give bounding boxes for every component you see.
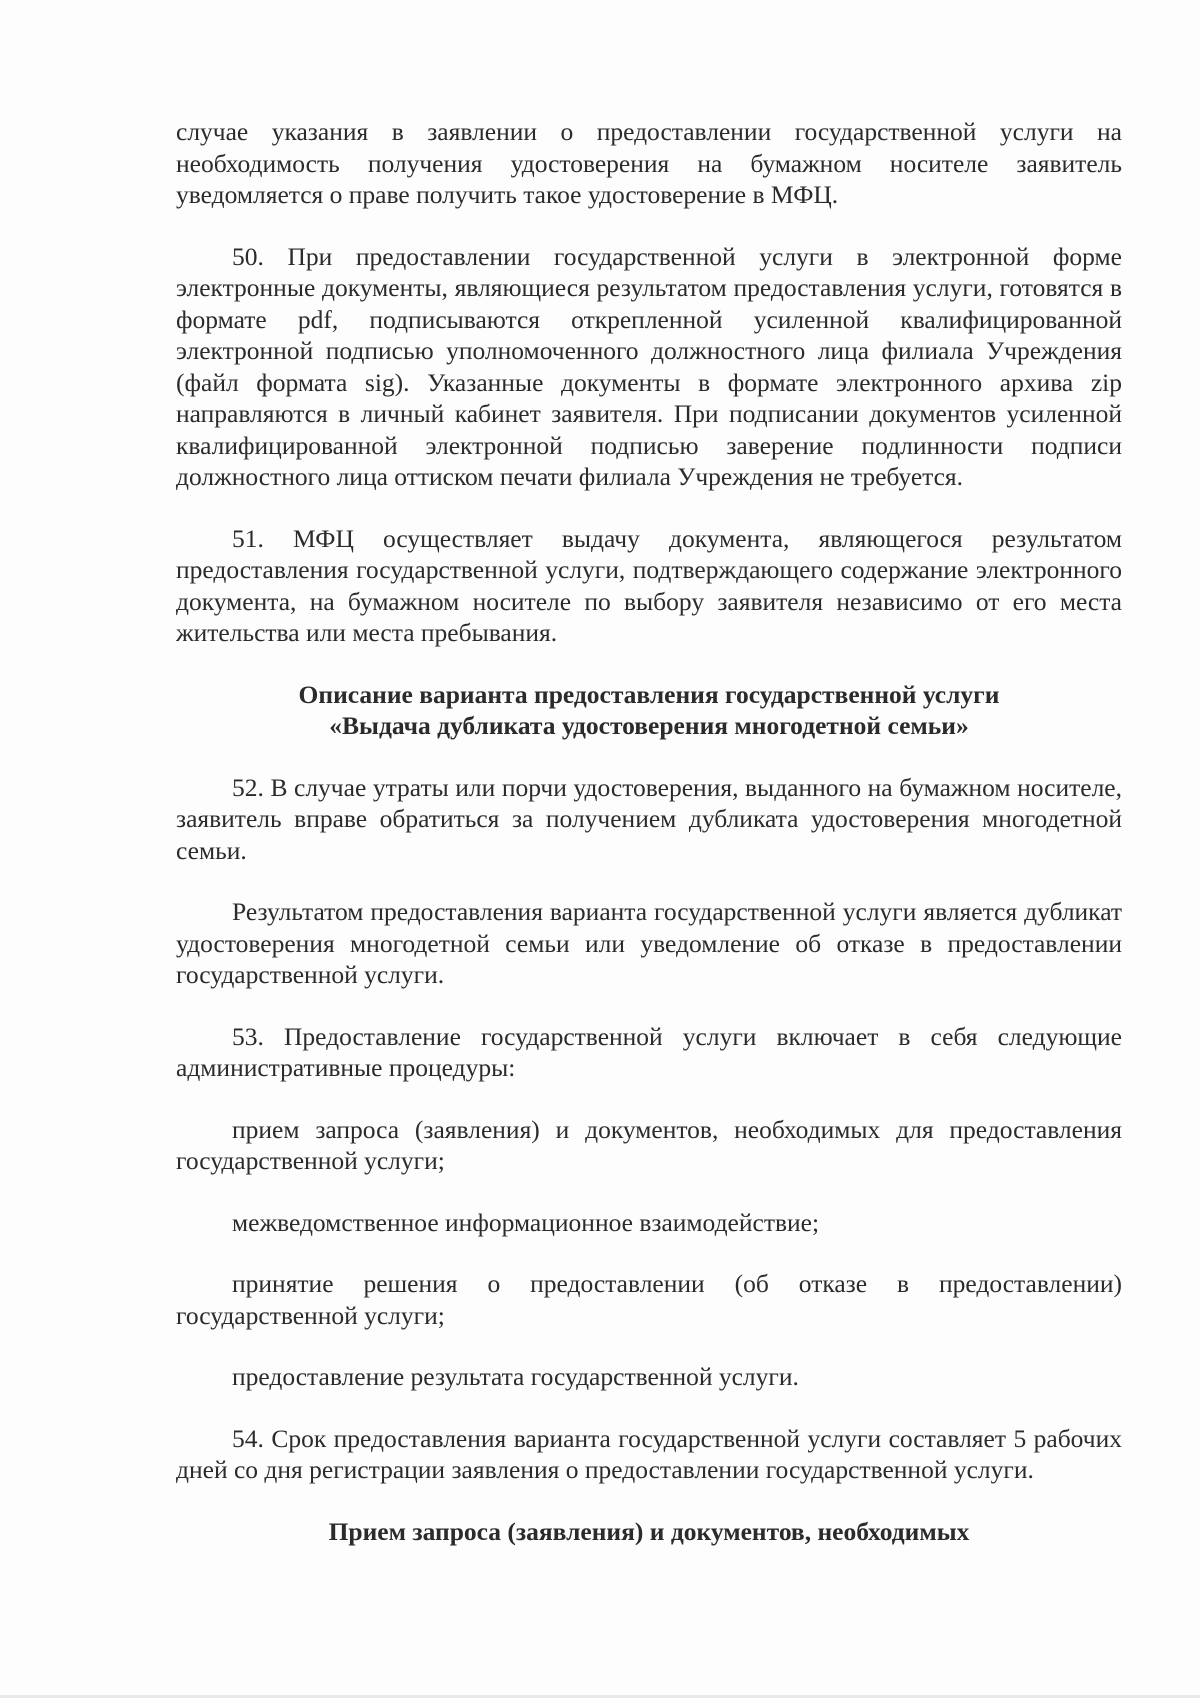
paragraph-54: 54. Срок предоставления варианта государственной услуги составляет 5 рабочих дней со дня регистрации заявления о предоставлении государственной услуги. bbox=[176, 1423, 1122, 1484]
paragraph-53: 53. Предоставление государственной услуги включает в себя следующие административные процедуры: bbox=[176, 1021, 1122, 1082]
procedure-item-4: предоставление результата государственной услуги. bbox=[232, 1362, 799, 1391]
section-heading-line1: Описание варианта предоставления государственной услуги bbox=[298, 679, 1000, 709]
section-heading-line2: «Выдача дубликата удостоверения многодетной семьи» bbox=[329, 711, 969, 740]
paragraph-50: 50. При предоставлении государственной услуги в электронной форме электронные документы, являющиеся результатом предоставления услуги, готовятся в формате pdf, подписываются открепленной усиленной квалифицированной электронной подписью уполномоченного должностного лица филиала Учреждения (файл формата sig). Указанные документы в формате электронного архива zip направляются в личный кабинет заявителя. При подписании документов усиленной квалифицированной электронной подписью заверение подлинности подписи должностного лица оттиском печати филиала Учреждения не требуется. bbox=[176, 241, 1122, 491]
subsection-heading-line1: Прием запроса (заявления) и документов, необходимых bbox=[328, 1516, 970, 1546]
paragraph-continuation: случае указания в заявлении о предоставлении государственной услуги на необходимость получения удостоверения на бумажном носителе заявитель уведомляется о праве получить такое удостоверение в МФЦ. bbox=[176, 117, 1122, 209]
section-heading bbox=[176, 679, 1122, 742]
paragraph-52: 52. В случае утраты или порчи удостоверения, выданного на бумажном носителе, заявитель вправе обратиться за получением дубликата удостоверения многодетной семьи. bbox=[176, 772, 1122, 865]
subsection-heading bbox=[176, 1516, 1122, 1548]
document-body bbox=[176, 116, 1122, 1577]
procedure-item-3: принятие решения о предоставлении (об отказе в предоставлении) государственной услуги; bbox=[176, 1269, 1122, 1330]
procedure-item-2: межведомственное информационное взаимодействие; bbox=[232, 1207, 820, 1237]
paragraph-51: 51. МФЦ осуществляет выдачу документа, являющегося результатом предоставления государственной услуги, подтверждающего содержание электронного документа, на бумажном носителе по выбору заявителя независимо от его места жительства или места пребывания. bbox=[176, 523, 1122, 647]
procedure-item-1: прием запроса (заявления) и документов, необходимых для предоставления государственной услуги; bbox=[176, 1114, 1122, 1175]
paragraph-result: Результатом предоставления варианта государственной услуги является дубликат удостоверения многодетной семьи или уведомление об отказе в предоставлении государственной услуги. bbox=[176, 897, 1122, 989]
